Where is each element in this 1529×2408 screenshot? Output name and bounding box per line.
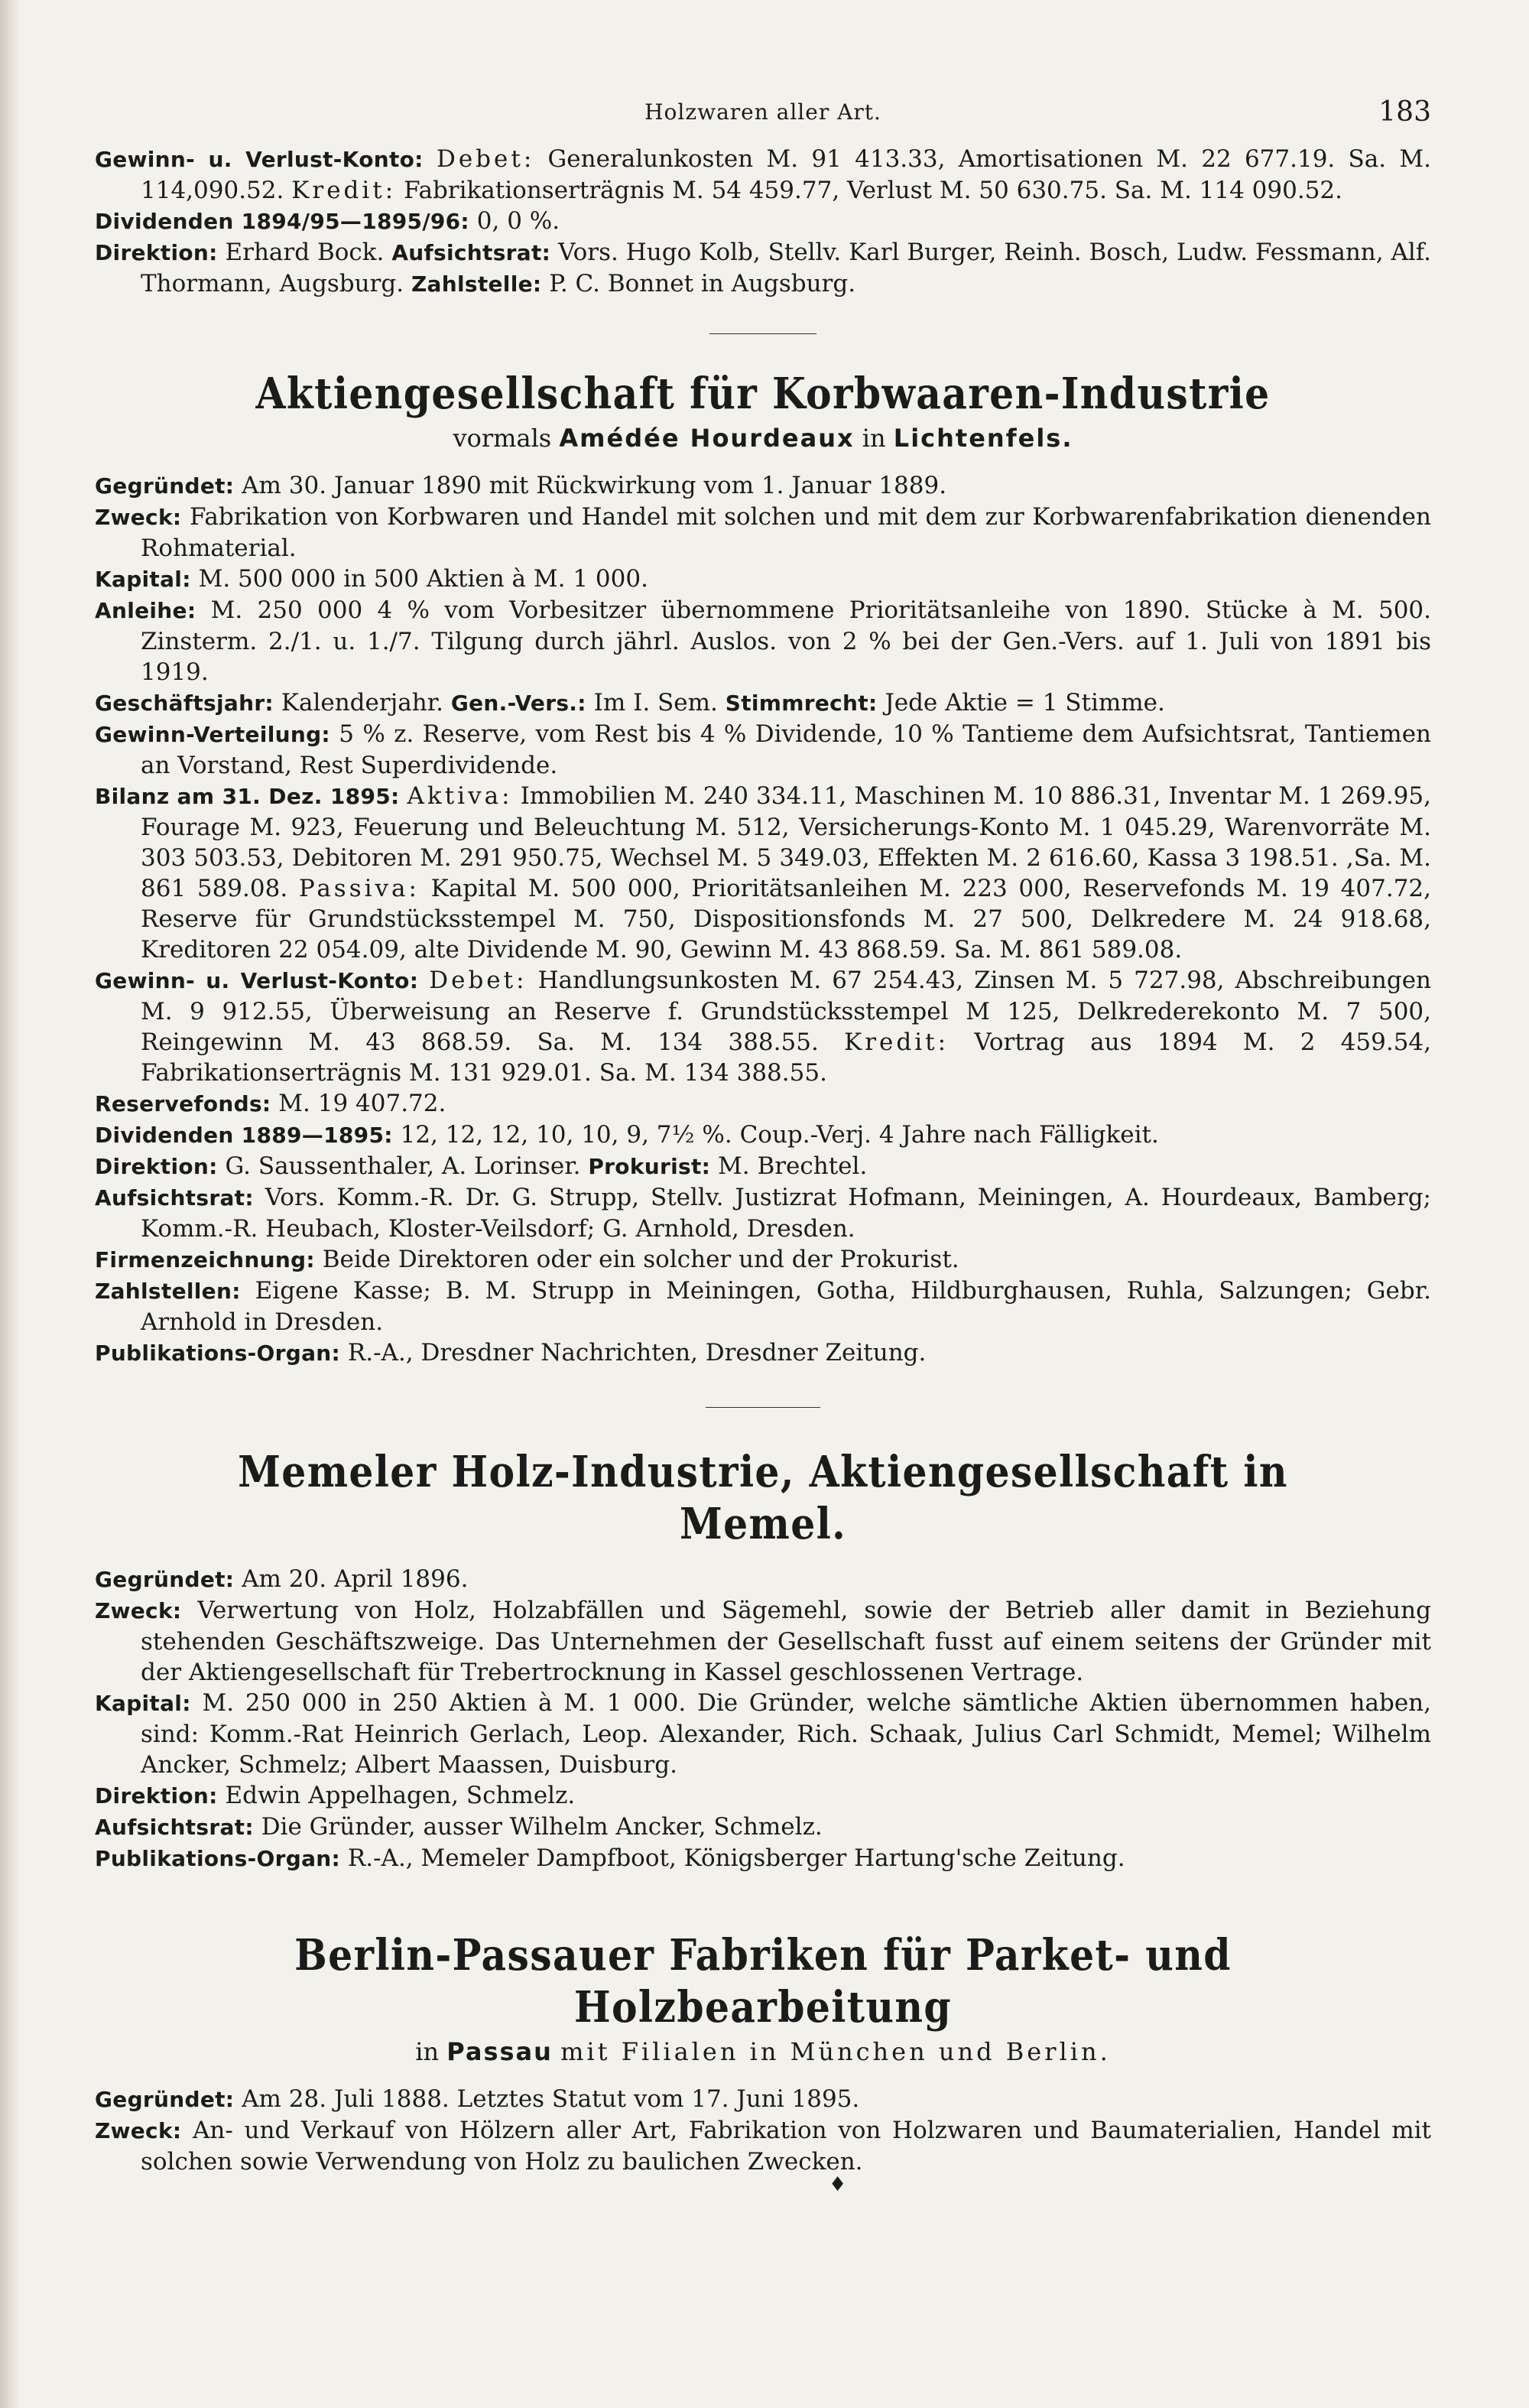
direktion: [95, 1151, 1431, 1182]
field-value: P. C. Bonnet in Augsburg.: [549, 270, 856, 297]
section-divider: [706, 1407, 820, 1408]
field-label: Gegründet:: [95, 2087, 235, 2112]
field-label: Kapital:: [95, 1691, 191, 1716]
kapital: [95, 1688, 1431, 1780]
direktion-aufsichtsrat: [95, 237, 1431, 300]
field-value: Kapital M. 500 000, Prioritätsanleihen M. 223 000, Reservefonds M. 19 407.72, Reserve für Grundstücksstempel M. 750, Dispositionsfonds M. 27 500, Delkredere M. 24 918.68, Kreditoren 22 054.09, alte Dividende M. 90, Gewinn M. 43 868.59. Sa. M. 861 589.08.: [141, 875, 1431, 964]
field-label: Aufsichtsrat:: [95, 1185, 254, 1210]
debet-word: Debet:: [429, 967, 528, 994]
field-value: Am 20. April 1896.: [242, 1565, 469, 1593]
field-label: Gen.-Vers.:: [450, 691, 586, 716]
gegruendet: [95, 470, 1431, 502]
field-label: Bilanz am 31. Dez. 1895:: [95, 784, 400, 809]
field-label: Stimmrecht:: [725, 691, 878, 716]
gewinn-verlust-konto: [95, 144, 1431, 206]
field-label: Direktion:: [95, 1783, 218, 1808]
field-value: 12, 12, 12, 10, 10, 9, 7½ %. Coup.-Verj. 4 Jahre nach Fälligkeit.: [400, 1121, 1159, 1149]
zweck: [95, 502, 1431, 564]
field-label: Gewinn- u. Verlust-Konto:: [95, 147, 424, 172]
field-value: Vors. Komm.-R. Dr. G. Strupp, Stellv. Justizrat Hofmann, Meiningen, A. Hourdeaux, Bamberg; Komm.-R. Heubach, Kloster-Veilsdorf; G. Arnhold, Dresden.: [141, 1184, 1431, 1243]
aufsichtsrat: [95, 1182, 1431, 1244]
field-label: Gegründet:: [95, 1567, 235, 1592]
gegruendet: [95, 1564, 1431, 1595]
field-value: Im I. Sem.: [593, 689, 718, 717]
subtitle-text: in: [862, 424, 886, 453]
field-value: Beide Direktoren oder ein solcher und der Prokurist.: [322, 1246, 959, 1273]
field-value: Vortrag aus 1894 M. 2 459.54, Fabrikationserträgnis M. 131 929.01. Sa. M. 134 388.55.: [141, 1029, 1432, 1087]
field-label: Direktion:: [95, 240, 218, 265]
running-title: Holzwaren aller Art.: [644, 99, 881, 125]
field-label: Zahlstellen:: [95, 1279, 241, 1304]
field-value: Kalenderjahr.: [281, 689, 443, 717]
field-value: G. Saussenthaler, A. Lorinser.: [225, 1152, 581, 1180]
subtitle-text: vormals: [453, 424, 552, 453]
kredit-word: Kredit:: [844, 1029, 950, 1056]
field-value: 0, 0 %.: [476, 207, 560, 235]
field-label: Prokurist:: [588, 1154, 711, 1179]
field-label: Direktion:: [95, 1154, 218, 1179]
field-value: Fabrikationserträgnis M. 54 459.77, Verlust M. 50 630.75. Sa. M. 114 090.52.: [404, 177, 1342, 204]
field-value: Die Gründer, ausser Wilhelm Ancker, Schmelz.: [261, 1813, 823, 1841]
field-value: M. 250 000 in 250 Aktien à M. 1 000. Die Gründer, welche sämtliche Aktien übernommen haben, sind: Komm.-Rat Heinrich Gerlach, Leop. Alexander, Rich. Schaak, Julius Carl Schmidt, Memel; Wilhelm Ancker, Schmelz; Albert Maassen, Duisburg.: [141, 1689, 1431, 1779]
field-label: Firmenzeichnung:: [95, 1247, 315, 1272]
field-label: Kapital:: [95, 567, 191, 592]
gegruendet: [95, 2084, 1431, 2115]
field-label: Zweck:: [95, 505, 182, 530]
field-label: Gewinn- u. Verlust-Konto:: [95, 968, 419, 993]
zweck: [95, 1595, 1431, 1688]
field-value: M. 500 000 in 500 Aktien à M. 1 000.: [198, 565, 648, 593]
field-value: Immobilien M. 240 334.11, Maschinen M. 10 886.31, Inventar M. 1 269.95, Fourage M. 923, Feuerung und Beleuchtung M. 512, Versicherungs-Konto M. 1 045.29, Warenvorräte M. 303 503.53, Debitoren M. 291 950.75, Wechsel M. 5 349.03, Effekten M. 2 616.60, Kassa 3 198.51. ,Sa. M. 861 589.08.: [141, 782, 1431, 902]
passiva-word: Passiva:: [298, 875, 420, 902]
spacer: [95, 1874, 1431, 1929]
field-value: R.-A., Memeler Dampfboot, Königsberger Hartung'sche Zeitung.: [347, 1844, 1125, 1872]
field-label: Aufsichtsrat:: [391, 240, 551, 265]
field-value: Am 28. Juli 1888. Letztes Statut vom 17. Juni 1895.: [242, 2085, 860, 2113]
entry-korbwaaren: [95, 368, 1431, 1369]
field-label: Publikations-Organ:: [95, 1340, 341, 1366]
field-label: Gegründet:: [95, 473, 235, 499]
kredit-word: Kredit:: [291, 177, 397, 204]
field-label: Zweck:: [95, 2118, 182, 2143]
publikations-organ: [95, 1843, 1431, 1874]
company-subtitle: [95, 420, 1431, 457]
entry-berlin-passauer: [95, 1929, 1431, 2196]
company-title: Berlin-Passauer Fabriken für Parket- und Holzbearbeitung: [294, 1930, 1232, 2033]
field-value: Am 30. Januar 1890 mit Rückwirkung vom 1. Januar 1889.: [242, 472, 947, 499]
printers-mark: ♦: [829, 2173, 847, 2196]
geschaeftsjahr: [95, 687, 1431, 719]
field-label: Aufsichtsrat:: [95, 1815, 254, 1840]
field-value: 5 % z. Reserve, vom Rest bis 4 % Dividende, 10 % Tantieme dem Aufsichtsrat, Tantiemen an Vorstand, Rest Superdividende.: [141, 720, 1431, 779]
field-label: Dividenden 1894/95—1895/96:: [95, 209, 469, 234]
field-value: Generalunkosten M. 91 413.33, Amortisationen M. 22 677.19. Sa. M. 114,090.52.: [141, 145, 1431, 204]
dividenden: [95, 206, 1431, 237]
aufsichtsrat: [95, 1812, 1431, 1843]
direktion: [95, 1780, 1431, 1812]
entry-continuation: [95, 144, 1431, 300]
field-value: An- und Verkauf von Hölzern aller Art, Fabrikation von Holzwaren und Baumaterialien, Handel mit solchen sowie Verwendung von Holz zu baulichen Zwecken.: [141, 2117, 1431, 2176]
field-value: Erhard Bock.: [225, 239, 385, 266]
dividenden: [95, 1120, 1431, 1151]
company-subtitle: [95, 2033, 1431, 2070]
field-value: R.-A., Dresdner Nachrichten, Dresdner Zeitung.: [347, 1339, 927, 1366]
field-value: M. 250 000 4 % vom Vorbesitzer übernommene Prioritätsanleihe von 1890. Stücke à M. 500. Zinsterm. 2./1. u. 1./7. Tilgung durch jährl. Auslos. von 2 % bei der Gen.-Vers. auf 1. Juli von 1891 bis 1919.: [141, 596, 1431, 686]
entry-memeler: [95, 1446, 1431, 1874]
subtitle-text: mit Filialen in München und Berlin.: [560, 2037, 1111, 2066]
field-value: Jede Aktie = 1 Stimme.: [885, 689, 1165, 717]
former-owner: Amédée Hourdeaux: [559, 424, 855, 453]
subtitle-text: in: [415, 2037, 440, 2066]
field-value: Handlungsunkosten M. 67 254.43, Zinsen M. 5 727.98, Abschreibungen M. 9 912.55, Überweisung an Reserve f. Grundstücksstempel M 125, Delkrederekonto M. 7 500, Reingewinn M. 43 868.59. Sa. M. 134 388.55.: [141, 967, 1432, 1056]
field-value: Fabrikation von Korbwaren und Handel mit solchen und mit dem zur Korbwarenfabrikation dienenden Rohmaterial.: [141, 503, 1431, 562]
field-value: Verwertung von Holz, Holzabfällen und Sägemehl, sowie der Betrieb aller damit in Beziehung stehenden Geschäftszweige. Das Unternehmen der Gesellschaft fusst auf einem seitens der Gründer mit der Aktiengesellschaft für Trebertrocknung in Kassel geschlossenen Vertrage.: [141, 1597, 1431, 1686]
gewinn-verlust-konto: [95, 965, 1431, 1088]
field-value: Edwin Appelhagen, Schmelz.: [225, 1782, 576, 1809]
field-label: Zweck:: [95, 1598, 182, 1623]
company-title: Aktiengesellschaft für Korbwaaren-Industrie: [255, 369, 1271, 419]
field-label: Gewinn-Verteilung:: [95, 722, 330, 747]
field-label: Dividenden 1889—1895:: [95, 1123, 393, 1148]
company-location: Lichtenfels.: [893, 424, 1073, 453]
reservefonds: [95, 1088, 1431, 1120]
company-title: Memeler Holz-Industrie, Aktiengesellschaft in Memel.: [238, 1447, 1288, 1549]
field-label: Publikations-Organ:: [95, 1846, 341, 1871]
field-value: M. 19 407.72.: [278, 1090, 446, 1117]
field-value: Eigene Kasse; B. M. Strupp in Meiningen, Gotha, Hildburghausen, Ruhla, Salzungen; Gebr. Arnhold in Dresden.: [141, 1277, 1431, 1336]
field-value: M. Brechtel.: [718, 1152, 868, 1180]
field-label: Anleihe:: [95, 598, 196, 623]
running-head: [95, 90, 1431, 144]
aktiva-word: Aktiva:: [407, 782, 513, 810]
zahlstellen: [95, 1275, 1431, 1337]
field-label: Reservefonds:: [95, 1091, 271, 1116]
debet-word: Debet:: [436, 145, 535, 173]
kapital: [95, 564, 1431, 595]
section-divider: [709, 333, 816, 334]
field-label: Geschäftsjahr:: [95, 691, 274, 716]
zweck: [95, 2115, 1431, 2177]
page-edge-shadow: [0, 0, 20, 2408]
company-location: Passau: [446, 2037, 553, 2066]
firmenzeichnung: [95, 1244, 1431, 1275]
gewinn-verteilung: [95, 719, 1431, 781]
bilanz: [95, 781, 1431, 965]
field-label: Zahlstelle:: [411, 271, 542, 297]
anleihe: [95, 595, 1431, 687]
publikations-organ: [95, 1337, 1431, 1369]
page-number: 183: [1378, 96, 1431, 128]
field-value: Vors. Hugo Kolb, Stellv. Karl Burger, Reinh. Bosch, Ludw. Fessmann, Alf. Thormann, Augsburg.: [141, 239, 1432, 297]
